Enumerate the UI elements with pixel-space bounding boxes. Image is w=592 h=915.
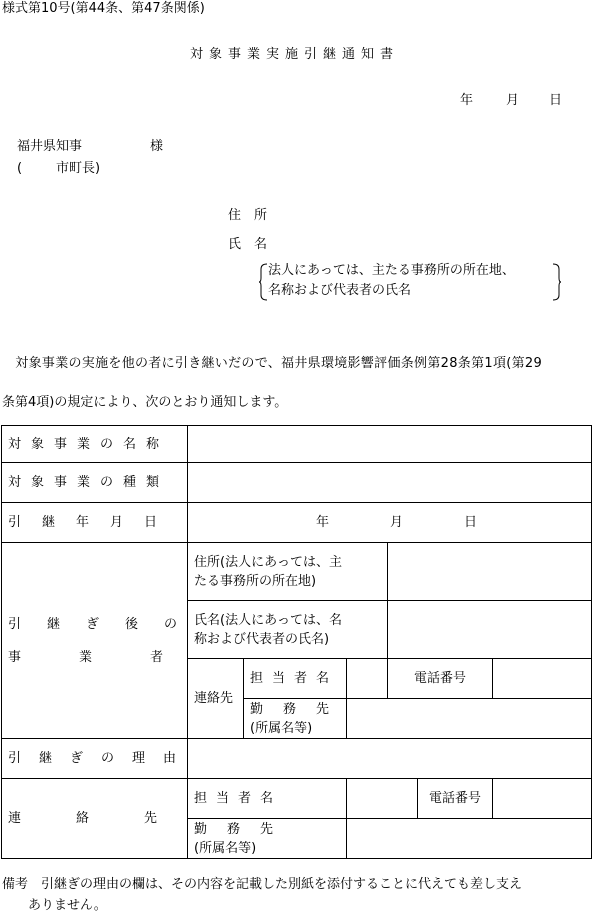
handover-date-label: 引継年月日 [2, 503, 188, 543]
successor-workplace-label: 勤務先 (所属名等) [244, 699, 347, 739]
remarks-line1: 備考 引継ぎの理由の欄は、その内容を記載した別紙を添付することに代えても差し支え [2, 877, 523, 892]
addressee-mayor: 市町長) [56, 161, 101, 176]
addressee-open-paren: ( [17, 161, 23, 176]
addressee-governor: 福井県知事 [17, 139, 83, 154]
successor-name-field[interactable] [388, 601, 592, 659]
corporate-note-line1: 法人にあっては、主たる事務所の所在地、 [268, 263, 515, 278]
successor-contact-label: 連絡先 [188, 659, 244, 739]
handover-date-month: 月 [390, 515, 404, 530]
successor-person-field[interactable] [347, 659, 388, 699]
contact-person-field[interactable] [347, 779, 418, 819]
reason-label: 引継ぎの理由 [2, 739, 188, 779]
contact-workplace-label: 勤務先 (所属名等) [188, 819, 347, 859]
handover-date-day: 日 [464, 515, 478, 530]
successor-person-label: 担当者名 [244, 659, 347, 699]
notifier-address-label: 住 所 [228, 208, 268, 223]
date-year: 年 [460, 93, 474, 108]
contact-phone-field[interactable] [493, 779, 592, 819]
reason-field[interactable] [188, 739, 592, 779]
successor-name-label: 氏名(法人にあっては、名 称および代表者の氏名) [188, 601, 388, 659]
notifier-name-label: 氏 名 [228, 237, 268, 252]
addressee-honorific: 様 [150, 139, 164, 154]
date-month: 月 [506, 93, 520, 108]
handover-date-year: 年 [316, 515, 330, 530]
project-name-field[interactable] [188, 426, 592, 463]
date-day: 日 [549, 93, 563, 108]
contact-phone-label: 電話番号 [418, 779, 493, 819]
notification-form-table [1, 425, 592, 859]
document-title: 対象事業実施引継通知書 [190, 47, 400, 62]
successor-address-label: 住所(法人にあっては、主 たる事務所の所在地) [188, 543, 388, 601]
body-text-line2: 条第4項)の規定により、次のとおり通知します。 [2, 395, 288, 410]
successor-phone-label: 電話番号 [388, 659, 493, 699]
project-name-label: 対象事業の名称 [2, 426, 188, 463]
contact-section-label: 連絡先 [2, 779, 188, 859]
contact-person-label: 担当者名 [188, 779, 347, 819]
corporate-note-line2: 名称および代表者の氏名 [268, 283, 412, 298]
contact-workplace-field[interactable] [347, 819, 592, 859]
project-type-field[interactable] [188, 463, 592, 503]
successor-label: 引継ぎ後の 事業者 [2, 543, 188, 739]
successor-workplace-field[interactable] [347, 699, 592, 739]
body-text-line1: 対象事業の実施を他の者に引き継いだので、福井県環境影響評価条例第28条第1項(第29 [2, 356, 543, 371]
handover-date-field[interactable] [188, 503, 592, 543]
remarks-line2: ありません。 [2, 898, 107, 913]
successor-phone-field[interactable] [493, 659, 592, 699]
form-number: 様式第10号(第44条、第47条関係) [2, 1, 205, 16]
successor-address-field[interactable] [388, 543, 592, 601]
project-type-label: 対象事業の種類 [2, 463, 188, 503]
